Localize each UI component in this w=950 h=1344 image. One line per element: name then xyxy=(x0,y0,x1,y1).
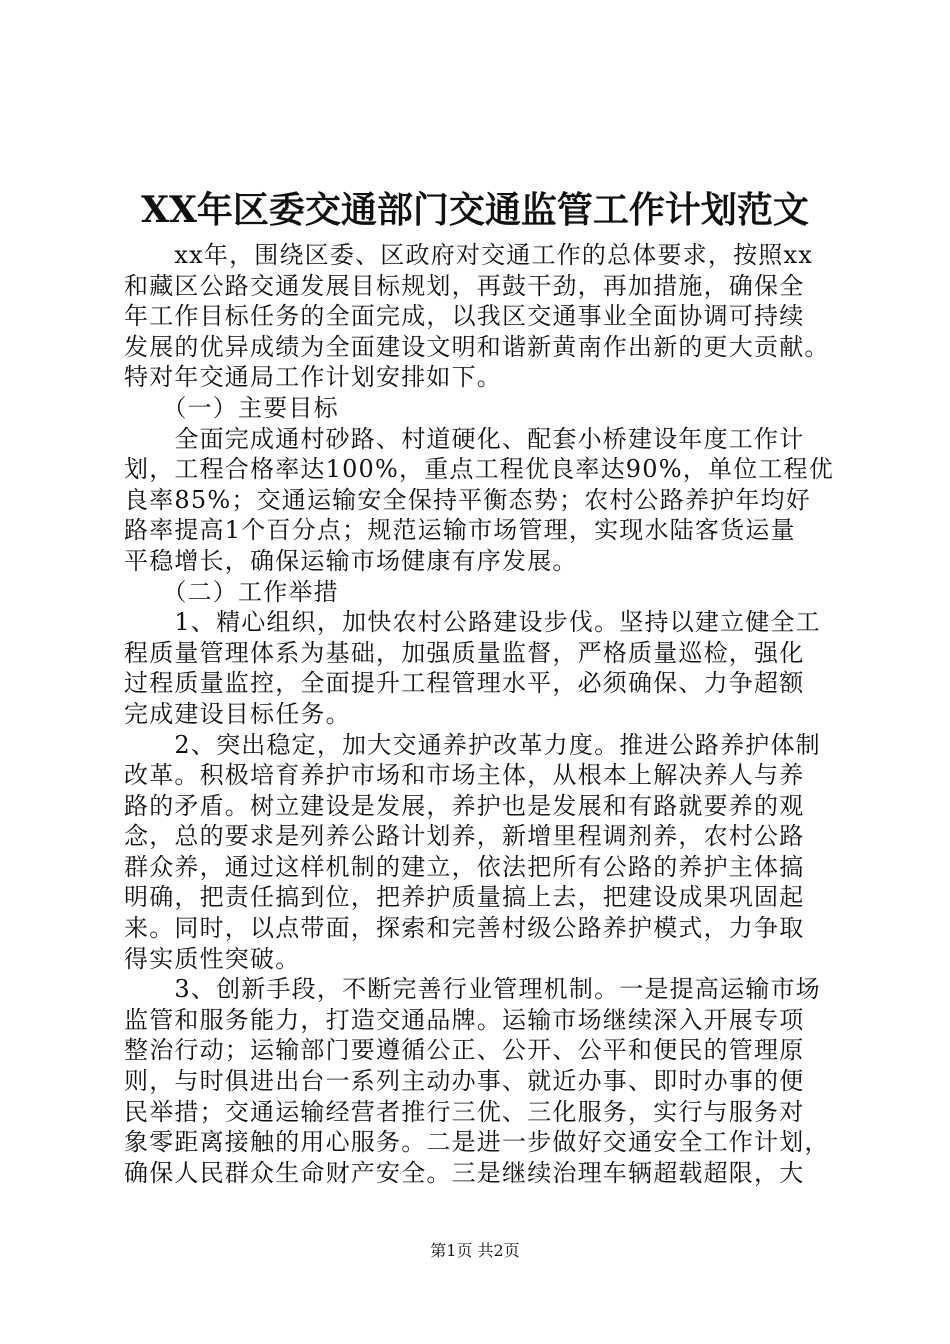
body-line: 明确，把责任搞到位，把养护质量搞上去，把建设成果巩固起 xyxy=(124,883,805,912)
body-line: 完成建设目标任务。 xyxy=(124,699,351,728)
body-line: xx年，围绕区委、区政府对交通工作的总体要求，按照xx xyxy=(124,241,813,269)
body-line: 全面完成通村砂路、村道硬化、配套小桥建设年度工作计 xyxy=(124,424,805,453)
body-line: 程质量管理体系为基础，加强质量监督，严格质量巡检，强化 xyxy=(124,638,805,667)
body-line: 1、精心组织，加快农村公路建设步伐。坚持以建立健全工 xyxy=(124,608,821,637)
body-line: 和藏区公路交通发展目标规划，再鼓干劲，再加措施，确保全 xyxy=(124,271,805,300)
body-line: 改革。积极培育养护市场和市场主体，从根本上解决养人与养 xyxy=(124,761,805,790)
body-line: （二）工作举措 xyxy=(124,577,339,606)
body-line: 年工作目标任务的全面完成，以我区交通事业全面协调可持续 xyxy=(124,302,805,331)
body-line: 群众养，通过这样机制的建立，依法把所有公路的养护主体搞 xyxy=(124,852,805,881)
body-line: 整治行动；运输部门要遵循公正、公开、公平和便民的管理原 xyxy=(124,1036,805,1065)
body-line: 得实质性突破。 xyxy=(124,944,301,973)
body-line: 特对年交通局工作计划安排如下。 xyxy=(124,363,502,392)
document-title: XX年区委交通部门交通监管工作计划范文 xyxy=(141,189,809,231)
body-line: 路率提高1个百分点；规范运输市场管理，实现水陆客货运量 xyxy=(124,516,796,545)
body-line: 良率85%；交通运输安全保持平衡态势；农村公路养护年均好 xyxy=(124,485,811,514)
body-line: 则，与时俱进出台一系列主动办事、就近办事、即时办事的便 xyxy=(124,1067,805,1096)
body-line: 念，总的要求是列养公路计划养，新增里程调剂养，农村公路 xyxy=(124,822,805,851)
document-body xyxy=(124,240,834,1188)
body-line: 平稳增长，确保运输市场健康有序发展。 xyxy=(124,546,578,575)
body-line: 监管和服务能力，打造交通品牌。运输市场继续深入开展专项 xyxy=(124,1005,805,1034)
page-footer: 第1页 共2页 xyxy=(430,1241,520,1260)
body-line: 发展的优异成绩为全面建设文明和谐新黄南作出新的更大贡献。 xyxy=(124,332,830,361)
body-line: 划，工程合格率达100%，重点工程优良率达90%，单位工程优 xyxy=(124,455,834,484)
body-line: 确保人民群众生命财产安全。三是继续治理车辆超载超限，大 xyxy=(124,1158,805,1187)
body-line: 民举措；交通运输经营者推行三优、三化服务，实行与服务对 xyxy=(124,1097,805,1126)
body-line: 2、突出稳定，加大交通养护改革力度。推进公路养护体制 xyxy=(124,730,821,759)
body-line: 来。同时，以点带面，探索和完善村级公路养护模式，力争取 xyxy=(124,914,805,943)
body-line: （一）主要目标 xyxy=(124,393,339,422)
body-line: 象零距离接触的用心服务。二是进一步做好交通安全工作计划， xyxy=(124,1128,830,1157)
body-line: 3、创新手段，不断完善行业管理机制。一是提高运输市场 xyxy=(124,975,821,1004)
body-line: 过程质量监控，全面提升工程管理水平，必须确保、力争超额 xyxy=(124,669,805,698)
body-line: 路的矛盾。树立建设是发展，养护也是发展和有路就要养的观 xyxy=(124,791,805,820)
